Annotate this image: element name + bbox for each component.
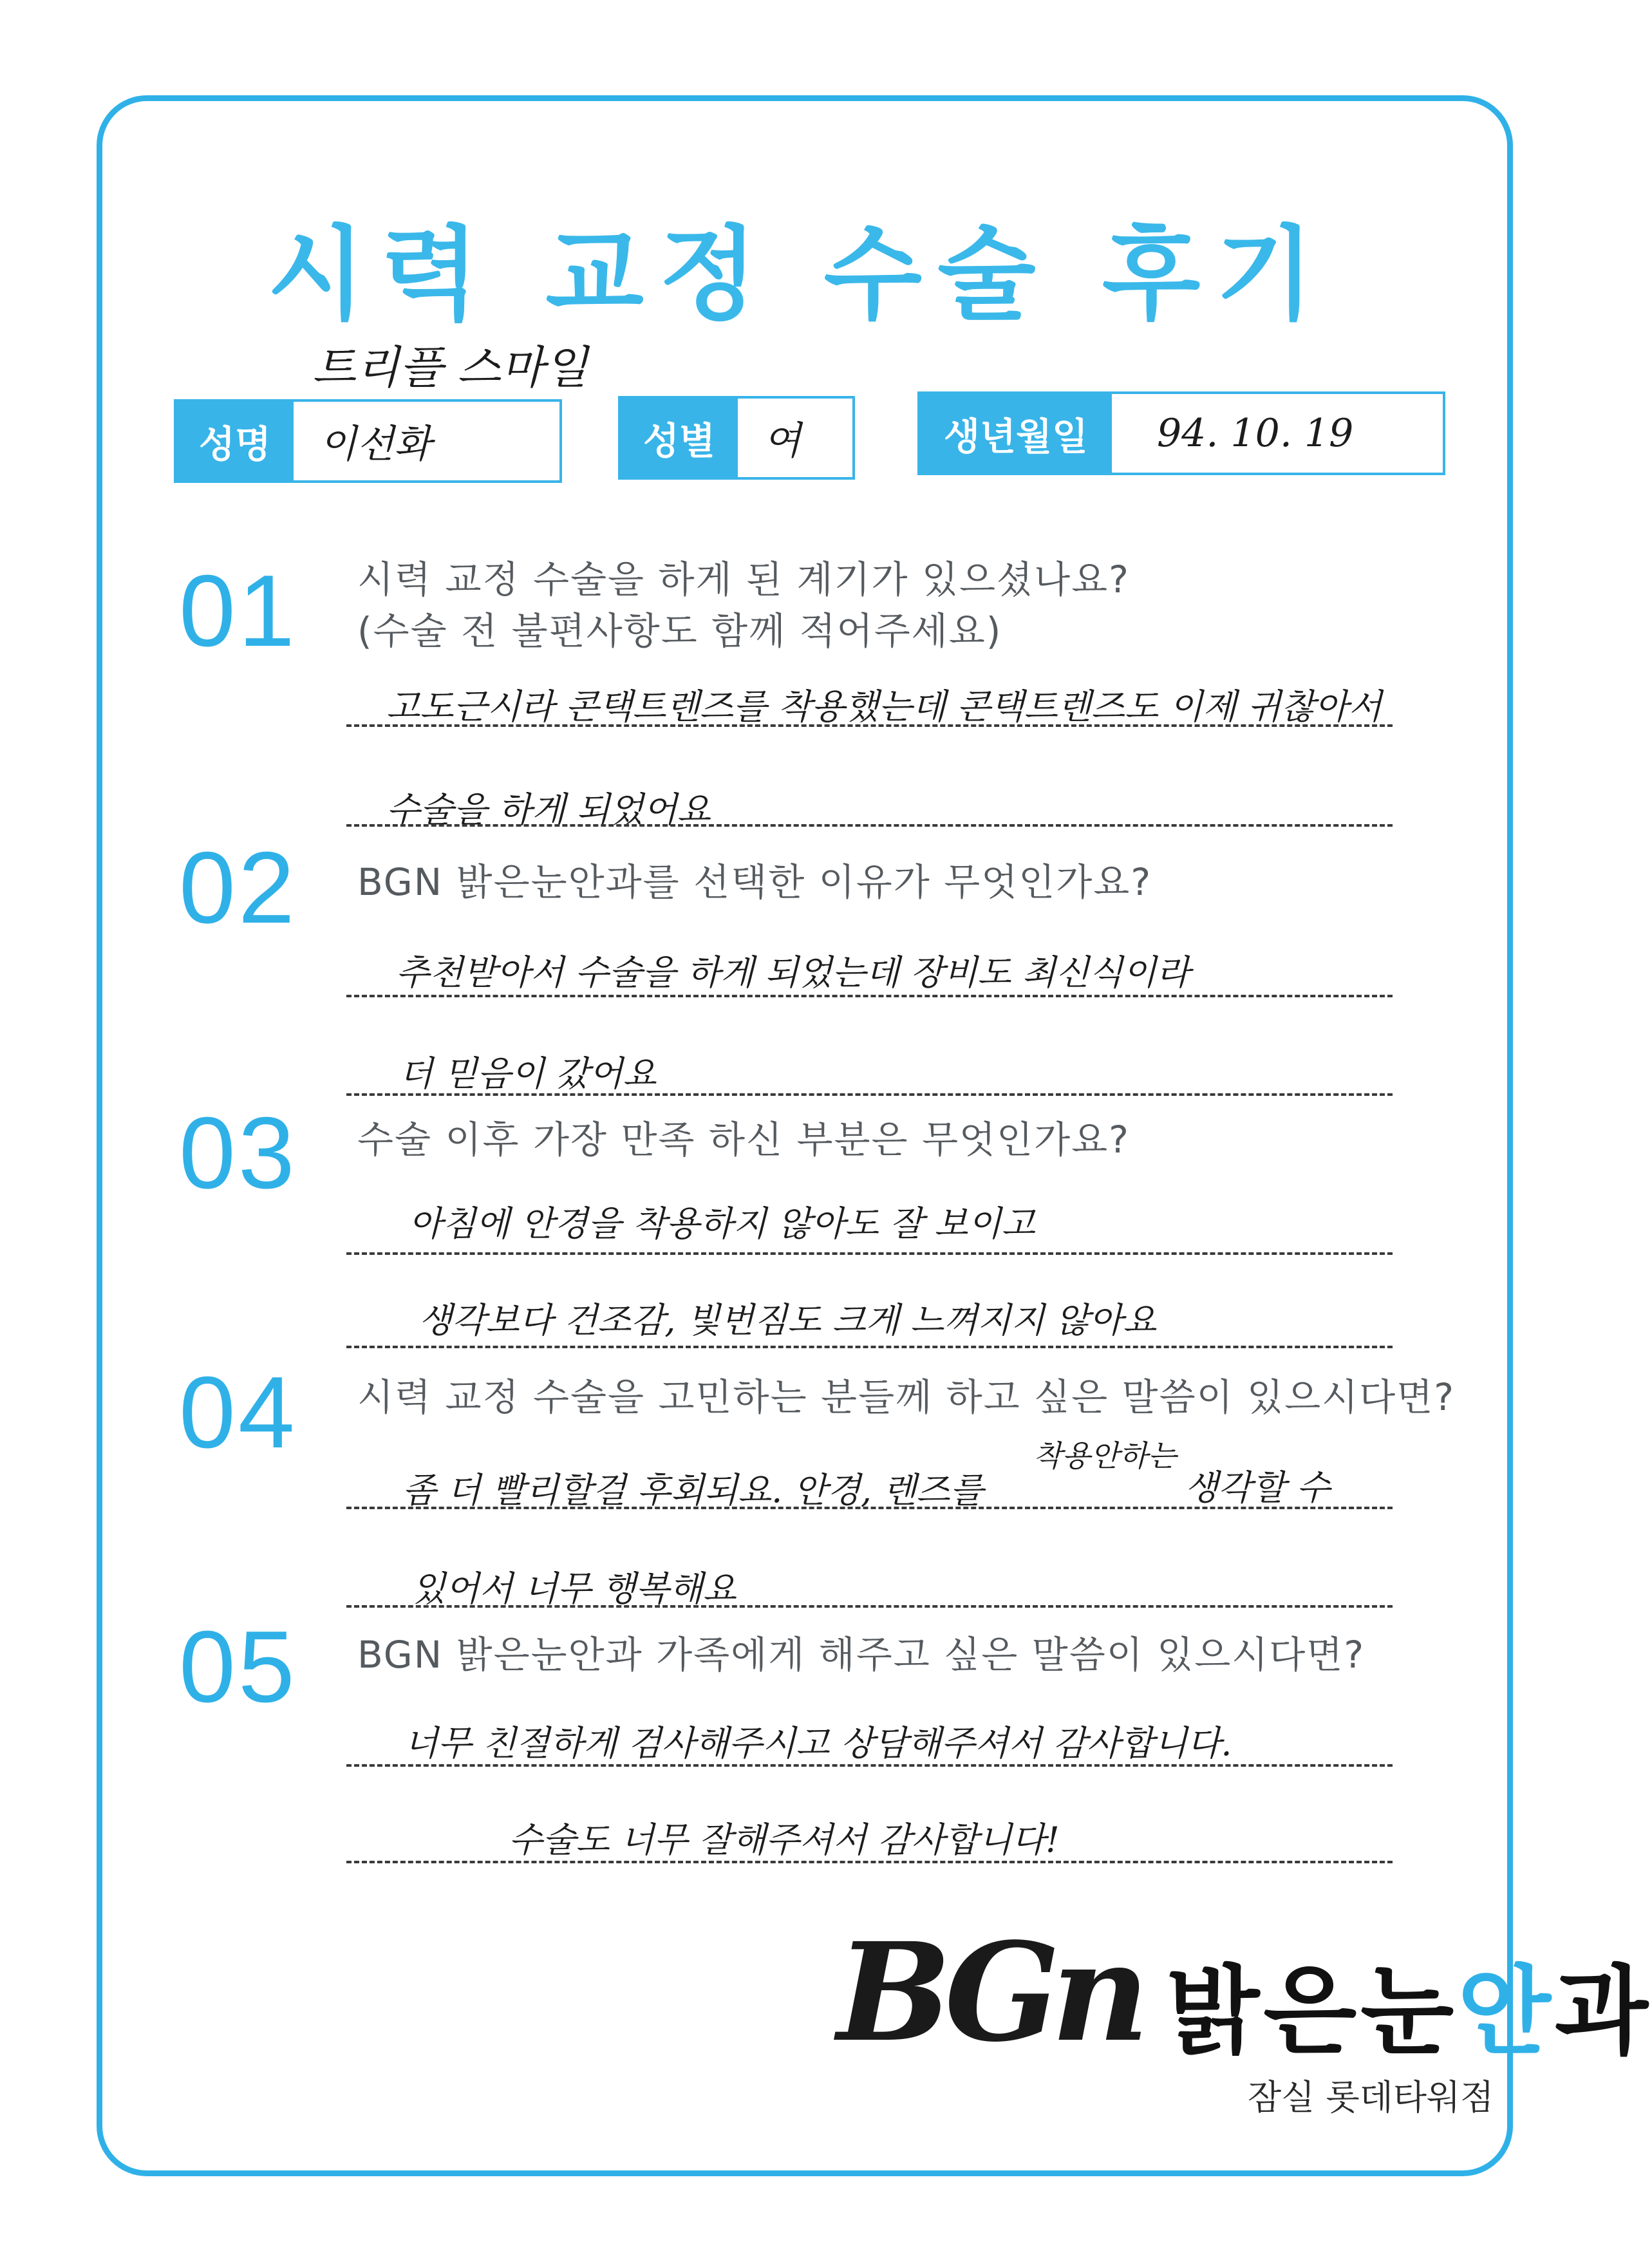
question-number: 05 — [179, 1610, 297, 1724]
answer-line: 생각할 수 — [1185, 1467, 1330, 1508]
name-value: 이선화 — [319, 422, 431, 467]
name-field — [174, 399, 562, 483]
birth-label: 생년월일 — [920, 394, 1112, 473]
question-number: 03 — [179, 1096, 297, 1210]
answer-note: 착용안하는 — [1033, 1438, 1177, 1473]
brand-name-part: 과 — [1555, 1956, 1652, 2068]
branch-name: 잠실 롯데타워점 — [1248, 2077, 1494, 2118]
question-text: 수술 이후 가장 만족 하신 부분은 무엇인가요? — [357, 1118, 1130, 1162]
birth-value: 94. 10. 19 — [1157, 411, 1354, 456]
question-text: BGN 밝은눈안과를 선택한 이유가 무엇인가요? — [357, 860, 1152, 904]
answer-line: 아침에 안경을 착용하지 않아도 잘 보이고 — [409, 1203, 1035, 1244]
gender-value: 여 — [764, 419, 801, 464]
answer-divider — [346, 724, 1393, 727]
question-text: 시력 교정 수술을 하게 된 계기가 있으셨나요? — [357, 558, 1130, 601]
brand-name-part: 밝은눈 — [1166, 1956, 1458, 2068]
answer-line: 추천받아서 수술을 하게 되었는데 장비도 최신식이라 — [396, 952, 1190, 993]
answer-divider — [346, 1346, 1393, 1348]
answer-line: 수술도 너무 잘해주셔서 감사합니다! — [509, 1820, 1060, 1860]
answer-divider — [346, 1764, 1393, 1767]
question-number: 01 — [179, 554, 297, 668]
brand-name — [1166, 1956, 1652, 2068]
answer-divider — [346, 1605, 1393, 1608]
question-subtext: (수술 전 불편사항도 함께 적어주세요) — [357, 609, 1002, 653]
birth-field — [917, 391, 1445, 475]
answer-divider — [346, 1093, 1393, 1096]
answer-divider — [346, 995, 1393, 997]
program-name: 트리플 스마일 — [312, 341, 588, 394]
answer-line: 너무 친절하게 검사해주시고 상담해주셔서 감사합니다. — [404, 1723, 1232, 1764]
answer-line: 좀 더 빨리할걸 후회되요. 안경, 렌즈를 — [402, 1470, 984, 1510]
question-number: 02 — [179, 831, 297, 945]
answer-line: 있어서 너무 행복해요 — [412, 1568, 737, 1609]
question-text: 시력 교정 수술을 고민하는 분들께 하고 싶은 말씀이 있으시다면? — [357, 1375, 1456, 1419]
gender-field — [618, 396, 855, 480]
answer-line: 수술을 하게 되었어요 — [386, 789, 711, 830]
answer-divider — [346, 824, 1393, 827]
answer-divider — [346, 1252, 1393, 1255]
brand-block — [837, 1913, 1652, 2072]
answer-divider — [346, 1861, 1393, 1863]
gender-label: 성별 — [621, 399, 738, 477]
question-number: 04 — [179, 1356, 297, 1469]
brand-name-highlight: 안 — [1458, 1956, 1555, 2068]
question-text: BGN 밝은눈안과 가족에게 해주고 싶은 말씀이 있으시다면? — [357, 1633, 1366, 1677]
answer-divider — [346, 1507, 1393, 1509]
answer-line: 더 믿음이 갔어요 — [399, 1053, 657, 1094]
answer-line: 생각보다 건조감, 빛번짐도 크게 느껴지지 않아요 — [418, 1300, 1157, 1341]
answer-line: 고도근시라 콘택트렌즈를 착용했는데 콘택트렌즈도 이제 귀찮아서 — [386, 686, 1382, 727]
bgn-logo: BGn — [837, 1913, 1141, 2072]
page-title: 시력 교정 수술 후기 — [267, 216, 1330, 334]
name-label: 성명 — [176, 402, 294, 480]
